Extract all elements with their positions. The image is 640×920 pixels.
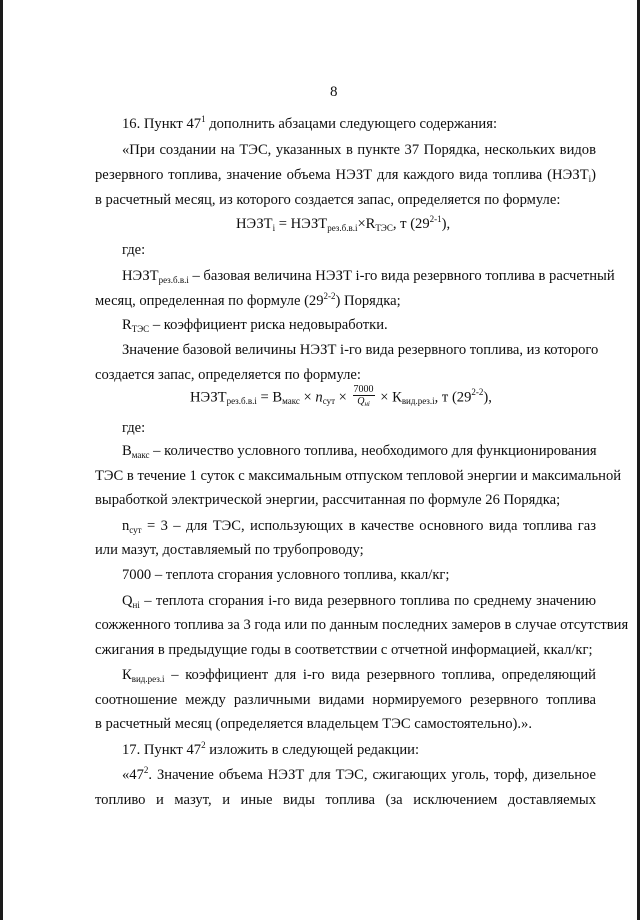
item-17-heading: 17. Пункт $47^2$ изложить в следующей редакции: <box>122 740 420 758</box>
paragraph-47-2-line-1: «$47^2$. Значение объема НЭЗТ для ТЭС, сжигающих уголь, торф, дизельное <box>122 765 596 783</box>
definition-b-max-line-2: ТЭС в течение 1 суток с максимальным отпуском тепловой энергии и максимальной <box>95 468 622 484</box>
definition-b-max-line-3: выработкой электрической энергии, рассчитанная по формуле 26 Порядка; <box>95 492 561 508</box>
page-number: 8 <box>330 84 338 100</box>
where-label-2: где: <box>122 420 146 436</box>
formula-29-2-1: $НЭЗТ_i$ = $НЭЗТ_{рез.б.в.i}\times R_{ТЭС}$, т (29$^{2-1}$), <box>236 214 451 233</box>
definition-q-ni-line-1: $Q_{нi}$ – теплота сгорания i-го вида резервного топлива по среднему значению <box>122 593 596 610</box>
paragraph-intro-line-2: резервного топлива, значение объема НЭЗТ для каждого вида топлива $(НЭЗТ_i)$ <box>95 167 596 184</box>
formula-29-2-2: $НЭЗТ_{рез.б.в.i} = В_{макс} \times n_{сут}$ × $\frac{7000}{Q_{нi}}$ × $К_{вид.рез.i}$, т (29$^{2-2}$), <box>190 384 492 408</box>
paragraph-47-2-line-2: топливо и мазут, и иные виды топлива (за исключением доставляемых <box>95 792 596 808</box>
fraction-7000-over-qni: $\frac{7000}{Q_{нi}}$ <box>353 384 374 408</box>
definition-nezt-base-line-2: месяц, определенная по формуле (29$^{2-2}$) Порядка; <box>95 291 401 309</box>
definition-n-sut-line-1: $n_{сут} = 3$ – для ТЭС, использующих в качестве основного вида топлива газ <box>122 518 596 535</box>
definition-k-vid-line-1: $К_{вид.рез.i}$ – коэффициент для i-го вида резервного топлива, определяющий <box>122 667 596 684</box>
definition-b-max-line-1: $В_{макс}$ – количество условного топлива, необходимого для функционирования <box>122 443 597 460</box>
scan-left-edge <box>0 0 3 920</box>
item-16-heading: 16. Пункт $47^1$ дополнить абзацами следующего содержания: <box>122 114 498 132</box>
paragraph-base-line-2: создается запас, определяется по формуле: <box>95 367 361 383</box>
definition-q-ni-line-3: сжигания в предыдущие годы в соответствии с отчетной информацией, ккал/кг; <box>95 642 593 658</box>
paragraph-base-line-1: Значение базовой величины НЭЗТ i-го вида резервного топлива, из которого <box>122 342 599 358</box>
definition-n-sut-line-2: или мазут, доставляемый по трубопроводу; <box>95 542 364 558</box>
definition-k-vid-line-3: в расчетный месяц (определяется владельцем ТЭС самостоятельно).». <box>95 716 532 732</box>
where-label-1: где: <box>122 242 146 258</box>
definition-q-ni-line-2: сожженного топлива за 3 года или по данным последних замеров в случае отсутствия <box>95 617 629 633</box>
definition-7000: 7000 – теплота сгорания условного топлива, ккал/кг; <box>122 567 450 583</box>
paragraph-intro-line-3: в расчетный месяц, из которого создается запас, определяется по формуле: <box>95 192 561 208</box>
paragraph-intro-line-1: «При создании на ТЭС, указанных в пункте 37 Порядка, нескольких видов <box>122 142 596 158</box>
definition-r-tes: $R_{ТЭС}$ – коэффициент риска недовыработки. <box>122 317 388 334</box>
definition-k-vid-line-2: соотношение между различными видами нормируемого резервного топлива <box>95 692 596 708</box>
definition-nezt-base-line-1: $НЭЗТ_{рез.б.в.i}$ – базовая величина НЭЗТ i-го вида резервного топлива в расчетный <box>122 268 615 285</box>
